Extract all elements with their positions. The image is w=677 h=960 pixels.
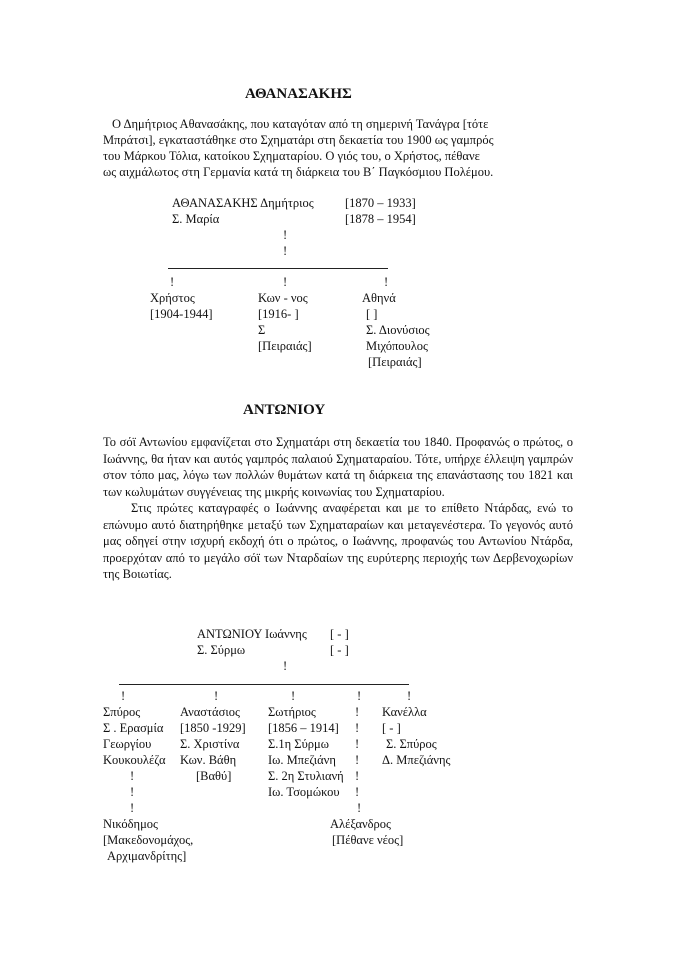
tree-connector: !: [355, 705, 360, 719]
t2-col3-5: Ιω. Τσομώκου: [268, 785, 340, 799]
tree-connector: !: [170, 275, 175, 289]
child-dates-konstantinos: [1916- ]: [258, 307, 299, 321]
tree2-spouse-name: Σ. Σύρμω: [197, 643, 246, 657]
tree-connector: !: [357, 801, 362, 815]
tree-connector: !: [355, 737, 360, 751]
t2-grand2-0: Αλέξανδρος: [330, 817, 391, 831]
t2-col5-1: [ - ]: [382, 721, 401, 735]
child-spouse2-athina: Μιχόπουλος: [366, 339, 429, 353]
tree-connector: !: [355, 769, 360, 783]
t2-col2-1: [1850 -1929]: [180, 721, 246, 735]
t2-grand2-1: [Πέθανε νέος]: [332, 833, 404, 847]
t2-col5-3: Δ. Μπεζιάνης: [382, 753, 451, 767]
tree-connector: !: [130, 785, 135, 799]
t2-col5-2: Σ. Σπύρος: [386, 737, 437, 751]
tree-connector: !: [355, 785, 360, 799]
section-title-athanasakis: ΑΘΑΝΑΣΑΚΗΣ: [245, 86, 352, 102]
antoniou-paragraph-1: Το σόϊ Αντωνίου εμφανίζεται στο Σχηματάρι στη δεκαετία του 1840. Προφανώς ο πρώτος, ο Ιωάννης, θα ήταν και αυτός γαμπρός παλαιού Σχηματαραίου. Τότε, υπήρχε έλλειψη γαμπρών στον τόπο μας, λόγω των πολλών θυμάτων κατά τη διάρκεια της επανάστασης του 1821 και των κωλυμάτων συγγένειας της μικρής κοινωνίας του Σχηματαρίου.: [103, 435, 573, 499]
tree-connector: !: [407, 689, 412, 703]
child-name-christos: Χρήστος: [150, 291, 195, 305]
child-note-konstantinos: [Πειραιάς]: [258, 339, 312, 353]
intro-line-2: Μπράτσι], εγκαταστάθηκε στο Σχηματάρι στη δεκαετία του 1900 ως γαμπρός: [103, 133, 494, 147]
intro-line-1: Ο Δημήτριος Αθανασάκης, που καταγόταν από τη σημερινή Τανάγρα [τότε: [112, 117, 489, 131]
child-note-athina: [Πειραιάς]: [368, 355, 422, 369]
tree-connector: !: [357, 689, 362, 703]
t2-col2-4: [Βαθύ]: [196, 769, 232, 783]
t2-col2-0: Αναστάσιος: [180, 705, 240, 719]
tree-connector: !: [355, 753, 360, 767]
child-spouse-athina: Σ. Διονύσιος: [366, 323, 430, 337]
tree-connector: !: [355, 721, 360, 735]
t2-col3-2: Σ.1η Σύρμω: [268, 737, 329, 751]
t2-col2-2: Σ. Χριστίνα: [180, 737, 240, 751]
tree-connector: !: [130, 769, 135, 783]
tree1-branch-line: [168, 268, 388, 269]
t2-grand1-1: [Μακεδονομάχος,: [103, 833, 194, 847]
tree-connector: !: [283, 275, 288, 289]
intro-line-4: ως αιχμάλωτος στη Γερμανία κατά τη διάρκεια του Β΄ Παγκόσμιου Πολέμου.: [103, 165, 494, 179]
child-dates-christos: [1904-1944]: [150, 307, 213, 321]
tree-connector: !: [283, 244, 288, 258]
tree-connector: !: [291, 689, 296, 703]
t2-col1-0: Σπύρος: [103, 705, 141, 719]
t2-col1-1: Σ . Ερασμία: [103, 721, 164, 735]
tree2-root-name: ΑΝΤΩΝΙΟΥ Ιωάννης: [197, 627, 307, 641]
tree-connector: !: [384, 275, 389, 289]
tree1-spouse-dates: [1878 – 1954]: [345, 212, 416, 226]
t2-col2-3: Κων. Βάθη: [180, 753, 237, 767]
t2-col3-3: Ιω. Μπεζιάνη: [268, 753, 336, 767]
tree2-root-dates: [ - ]: [330, 627, 349, 641]
child-name-athina: Αθηνά: [362, 291, 396, 305]
t2-grand1-0: Νικόδημος: [103, 817, 158, 831]
t2-col3-0: Σωτήριος: [268, 705, 316, 719]
tree-connector: !: [214, 689, 219, 703]
tree1-root-dates: [1870 – 1933]: [345, 196, 416, 210]
t2-col3-4: Σ. 2η Στυλιανή: [268, 769, 344, 783]
child-name-konstantinos: Κων - νος: [258, 291, 308, 305]
tree-connector: !: [283, 659, 288, 673]
t2-col5-0: Κανέλλα: [382, 705, 427, 719]
tree1-spouse-name: Σ. Μαρία: [172, 212, 220, 226]
child-dates-athina: [ ]: [366, 307, 378, 321]
tree-connector: !: [283, 228, 288, 242]
t2-grand1-2: Αρχιμανδρίτης]: [107, 849, 187, 863]
tree-connector: !: [121, 689, 126, 703]
t2-col1-3: Κουκουλέζα: [103, 753, 166, 767]
tree1-root-name: ΑΘΑΝΑΣΑΚΗΣ Δημήτριος: [172, 196, 314, 210]
intro-line-3: του Μάρκου Τόλια, κατοίκου Σχηματαρίου. Ο γιός του, ο Χρήστος, πέθανε: [103, 149, 480, 163]
t2-col1-2: Γεωργίου: [103, 737, 152, 751]
tree2-spouse-dates: [ - ]: [330, 643, 349, 657]
antoniou-paragraph-2: Στις πρώτες καταγραφές ο Ιωάννης αναφέρεται και με το επίθετο Ντάρδας, ενώ το επώνυμο αυτό διατηρήθηκε μεταξύ των Σχηματαραίων και μεταγενέστερα. Το γεγονός αυτό μας οδηγεί στην ισχυρή εκδοχή ότι ο πρώτος, ο Ιωάννης, προφανώς του Αντωνίου Ντάρδα, προερχόταν από το μεγάλο σόϊ των Νταρδαίων της ευρύτερης περιοχής των Δερβενοχωρίων της Βοιωτίας.: [103, 501, 573, 581]
child-spouse-konstantinos: Σ: [258, 323, 266, 337]
tree-connector: !: [130, 801, 135, 815]
antoniou-paragraphs: [103, 434, 573, 583]
section-title-antoniou: ΑΝΤΩΝΙΟΥ: [243, 402, 326, 418]
t2-col3-1: [1856 – 1914]: [268, 721, 339, 735]
tree2-branch-line: [119, 684, 409, 685]
